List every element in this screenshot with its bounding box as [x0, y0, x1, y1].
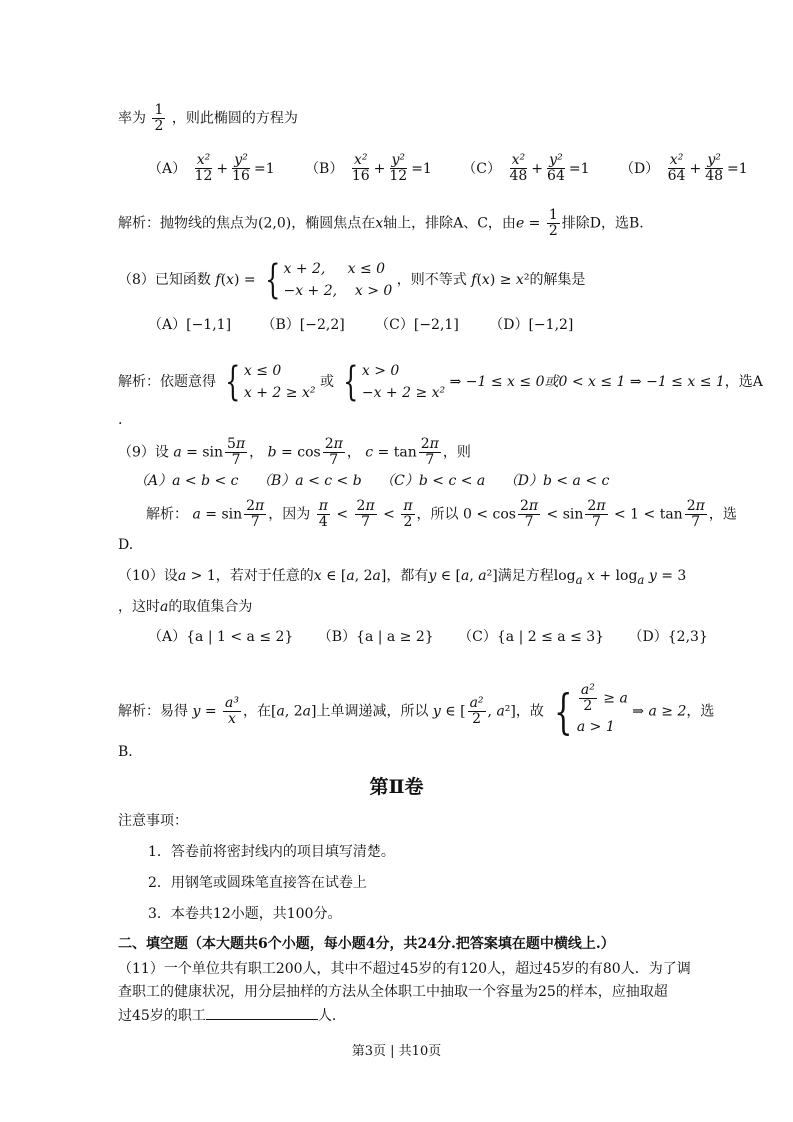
- section-heading: 二、填空题（本大题共6个小题，每小题4分，共24分.把答案填在题中横线上.）: [118, 936, 615, 952]
- q7-options: [148, 153, 774, 184]
- q9-option-c: （C）b < c < a: [380, 473, 486, 489]
- q8-dot: .: [118, 412, 123, 428]
- q8-stem: （8）已知函数 f(x) = { x + 2, x ≤ 0 −x + 2, x > 0 ，则不等式 f(x) ≥ x²的解集是: [118, 257, 586, 303]
- note-item: 3．本卷共12小题，共100分。: [148, 906, 342, 922]
- fraction: $\frac{1}{2}$: [154, 102, 164, 134]
- q7-lead-tail: ，则此椭圆的方程为: [171, 110, 298, 127]
- q8-option-d: （D）[−1,2]: [489, 317, 574, 333]
- q7-option-c: （C） $\frac{\text{x²}}{48}$ + $\frac{\text{y²}}{64}$ =1: [462, 152, 590, 184]
- q11-line-1: （11）一个单位共有职工200人，其中不超过45岁的有120人，超过45岁的有80人．为了调: [118, 961, 691, 977]
- q10-stem: （10）设a > 1，若对于任意的x ∈ [a, 2a]，都有y ∈ [a, a²]满足方程$\log_a x + \log_a y = 3$: [118, 568, 687, 587]
- q8-options: [148, 315, 599, 335]
- q9-solution: 解析： a = sin $\frac{2\pi}{7}$ ，因为 $\frac{\pi}{4}$ < $\frac{2\pi}{7}$ < $\frac{\pi}{2}$ ，所以 0 < cos $\frac{2\pi}{7}$ < sin $\frac{2\pi}{7}$ < 1 < tan $\frac{2\pi}{7}$ ，选: [146, 498, 737, 530]
- part-title: 第Ⅱ卷: [369, 776, 424, 798]
- note-item: 2．用钢笔或圆珠笔直接答在试卷上: [148, 875, 367, 891]
- q10-stem-cont: ，这时a的取值集合为: [118, 599, 253, 615]
- q10-option-d: （D）{2,3}: [628, 629, 708, 645]
- q11-line-2: 查职工的健康状况，用分层抽样的方法从全体职工中抽取一个容量为25的样本，应抽取超: [118, 984, 668, 1000]
- q8-option-c: （C）[−2,1]: [375, 317, 459, 333]
- q10-option-b: （B）{a | a ≥ 2}: [317, 629, 434, 645]
- q9-option-d: （D）b < a < c: [503, 473, 610, 489]
- q7-lead: 率为: [118, 110, 146, 127]
- q9-option-b: （B）a < c < b: [256, 473, 362, 489]
- q8-option-a: （A）[−1,1]: [148, 317, 232, 333]
- note-item: 1．答卷前将密封线内的项目填写清楚。: [148, 844, 395, 860]
- q9-solution-end: D.: [118, 537, 134, 553]
- q9-stem: （9）设 a = sin $\frac{5\pi}{7}$ ， b = cos $\frac{2\pi}{7}$ ， c = tan $\frac{2\pi}{7}$ ，则: [118, 436, 471, 468]
- q10-option-a: （A）{a | 1 < a ≤ 2}: [148, 629, 294, 645]
- q7-option-d: （D） $\frac{\text{x²}}{64}$ + $\frac{\text{y²}}{48}$ =1: [619, 152, 748, 184]
- q7-option-a: （A） $\frac{\text{x²}}{12}$ + $\frac{\text{y²}}{16}$ =1: [148, 152, 275, 184]
- q10-solution: 解析：易得 y = $\frac{\text{a³}}{x}$ ，在[a, 2a]上单调递减，所以 y ∈ [ $\frac{\text{a²}}{2}$ , a²]，故 { $\frac{\text{a²}}{2}$ ≥ a a > 1 ⇒ a ≥ 2，选: [118, 682, 715, 740]
- q7-solution: 解析：抛物线的焦点为(2,0)，椭圆焦点在x轴上，排除A、C，由e = $\frac{1}{2}$ 排除D，选B.: [118, 207, 644, 239]
- q10-options: [148, 627, 728, 647]
- q9-options: [134, 471, 623, 491]
- page-footer: 第3页 | 共10页: [351, 1044, 442, 1059]
- q8-solution: 解析：依题意得 { x ≤ 0 x + 2 ≥ x² 或 { x > 0 −x + 2 ≥ x² ⇒ −1 ≤ x ≤ 0或0 < x ≤ 1 ⇒ −1 ≤ x ≤ 1，选A: [118, 359, 763, 405]
- q7-option-b: （B） $\frac{\text{x²}}{16}$ + $\frac{\text{y²}}{12}$ =1: [305, 152, 432, 184]
- q9-option-a: （A）a < b < c: [134, 473, 239, 489]
- q7-stem-tail: [118, 103, 298, 134]
- q11-line-3: 过45岁的职工 人.: [118, 1005, 336, 1026]
- answer-blank[interactable]: [206, 1005, 318, 1020]
- notes-title: 注意事项：: [118, 813, 188, 829]
- q8-option-b: （B）[−2,2]: [261, 317, 345, 333]
- q10-solution-end: B.: [118, 744, 133, 760]
- q10-option-c: （C）{a | 2 ≤ a ≤ 3}: [458, 629, 605, 645]
